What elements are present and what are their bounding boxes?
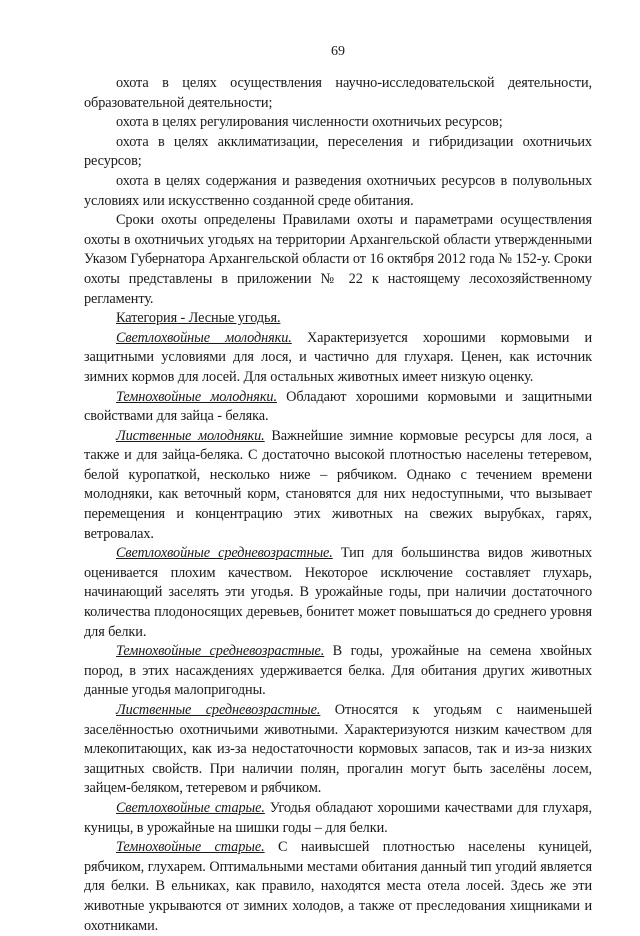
paragraph-light-coniferous-young xyxy=(84,329,592,388)
paragraph-light-coniferous-middle xyxy=(84,544,592,642)
term-light-coniferous-young: Светлохвойные молодняки. xyxy=(116,329,292,346)
paragraph-dark-coniferous-old xyxy=(84,838,592,936)
term-light-coniferous-old: Светлохвойные старые. xyxy=(116,799,265,816)
desc-light-coniferous-middle: Тип для большинства видов животных оценивается плохим качеством. Некоторое исключение составляет глухарь, начинающий заселять эти угодья. В урожайные годы, при наличии достаточного количества плодоносящих деревьев, бонитет может повышаться до среднего уровня для белки. xyxy=(84,545,592,640)
desc-dark-coniferous-old: С наивысшей плотностью населены куницей, рябчиком, глухарем. Оптимальными местами обитания данный тип угодий является для белки. В ельниках, как правило, находятся места отела лосей. Здесь же эти животные укрываются от зимних холодов, а также от преследования хищниками и охотниками. xyxy=(84,839,593,934)
term-dark-coniferous-young: Темнохвойные молодняки. xyxy=(116,388,277,405)
paragraph-dark-coniferous-young xyxy=(84,388,592,427)
category-heading xyxy=(84,309,592,329)
category-heading-text: Категория - Лесные угодья. xyxy=(116,310,281,327)
paragraph-hunting-research: охота в целях осуществления научно-исследовательской деятельности, образовательной деятельности; xyxy=(84,75,592,111)
term-dark-coniferous-middle: Темнохвойные средневозрастные. xyxy=(116,643,325,660)
paragraph-hunting-breeding: охота в целях содержания и разведения охотничьих ресурсов в полувольных условиях или искусственно созданной среде обитания. xyxy=(84,172,592,209)
desc-dark-coniferous-young: Обладают хорошими кормовыми и защитными свойствами для зайца - беляка. xyxy=(84,388,592,425)
term-dark-coniferous-old: Темнохвойные старые. xyxy=(116,839,265,856)
paragraph-light-coniferous-old xyxy=(84,799,592,838)
desc-deciduous-young: Важнейшие зимние кормовые ресурсы для лося, а также и для зайца-беляка. С достаточно высокой плотностью населены тетеревом, белой куропаткой, несколько ниже – рябчиком. Однако с течением времени молодняки, как веточный корм, становятся для них недоступными, что вызывает перемещения и концентрацию этих животных на свежих вырубках, гарях, ветровалах. xyxy=(84,427,592,542)
paragraph-deciduous-young xyxy=(84,427,592,545)
term-light-coniferous-middle: Светлохвойные средневозрастные. xyxy=(116,545,333,562)
paragraph-dark-coniferous-middle xyxy=(84,642,592,701)
desc-light-coniferous-old: Угодья обладают хорошими качествами для глухаря, куницы, в урожайные на шишки годы – для белки. xyxy=(84,799,592,836)
paragraph-hunting-regulation: охота в целях регулирования численности охотничьих ресурсов; xyxy=(116,114,503,131)
term-deciduous-young: Лиственные молодняки. xyxy=(116,427,265,444)
term-deciduous-middle: Лиственные средневозрастные. xyxy=(116,702,321,718)
page-number: 69 xyxy=(331,44,345,59)
paragraph-hunting-acclimatization: охота в целях акклиматизации, переселения и гибридизации охотничьих ресурсов; xyxy=(84,133,592,170)
desc-light-coniferous-young: Характеризуется хорошими кормовыми и защитными условиями для лося, и частично для глухаря. Ценен, как источник зимних кормов для лосей. Для остальных животных имеет низкую оценку. xyxy=(84,329,592,385)
paragraph-hunting-terms: Сроки охоты определены Правилами охоты и параметрами осуществления охоты в охотничьих угодьях на территории Архангельской области утвержденными Указом Губернатора Архангельской области от 16 октября 2012 года № 152-у. Сроки охоты представлены в приложении № 22 к настоящему лесохозяйственному регламенту. xyxy=(84,212,592,307)
desc-deciduous-middle: Относятся к угодьям с наименьшей заселённостью охотничьими животными. Характеризуются низким качеством для млекопитающих, как из-за недостаточности кормовых запасов, так и из-за низких защитных свойств. При наличии полян, прогалин могут быть заселёны лосем, зайцем-беляком, тетеревом и рябчиком. xyxy=(84,702,592,797)
desc-dark-coniferous-middle: В годы, урожайные на семена хвойных пород, в этих насаждениях удерживается белка. Для обитания других животных данные угодья малопригодны. xyxy=(84,643,593,699)
body-text xyxy=(84,74,592,936)
paragraph-deciduous-middle xyxy=(84,701,592,799)
